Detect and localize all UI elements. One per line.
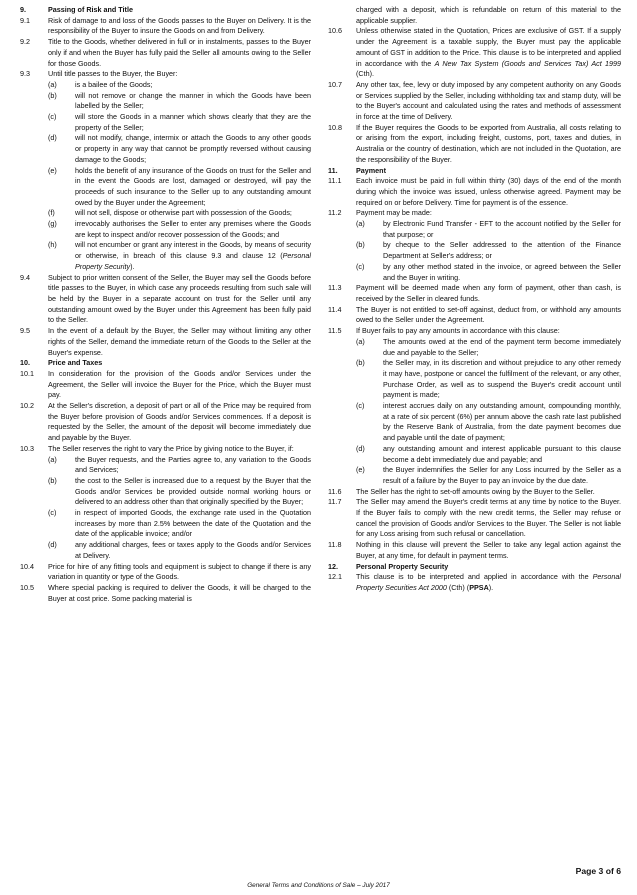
clause-text-part: The Seller reserves the right to vary the Price by giving notice to the Buyer, if:	[48, 443, 294, 453]
clause-content	[48, 16, 311, 37]
clause-text-part: Unless otherwise stated in the Quotation, Prices are exclusive of GST. If a supply under the Agreement is a taxable supply, the Buyer must pay the applicable amount of GST in addition to the Price. This clause is to be interpreted and applied in accordance with the	[356, 26, 621, 68]
clause-number: 11.8	[328, 540, 342, 550]
clause	[20, 562, 311, 583]
sub-clause-label: (b)	[48, 475, 57, 485]
clause-text	[48, 16, 311, 37]
sub-clause-text-part: by Electronic Fund Transfer - EFT to the account notified by the Seller for that purpose; or	[383, 219, 621, 239]
clause	[20, 369, 311, 401]
clause-italic-text: Personal Property Securities Act 2000	[356, 572, 621, 592]
sub-clause-label: (a)	[48, 79, 57, 89]
sub-clause	[356, 240, 621, 261]
sub-clause-text-part: the Buyer requests, and the Parties agree to, any variation to the Goods and Services;	[75, 454, 311, 475]
clause-number: 10.6	[328, 26, 342, 36]
sub-clause	[48, 91, 311, 112]
clause-content	[356, 5, 621, 26]
footer-title: General Terms and Conditions of Sale – July 2017	[247, 882, 390, 889]
clause-text-part: Subject to prior written consent of the Seller, the Buyer may sell the Goods before title passes to the Buyer, in which case any proceeds resulting from such sale will be held by the Buyer in a separate account on trust for the Seller until any outstanding amount owed by the Buyer under this Agreement has been fully paid to the Seller.	[48, 272, 311, 325]
clause	[328, 497, 621, 540]
section-number: 12.	[328, 561, 338, 571]
clause-content	[48, 326, 311, 358]
clause-number: 11.4	[328, 304, 342, 314]
sub-clause-text-part: is a bailee of the Goods;	[75, 79, 153, 89]
sub-clause-text-part: the Seller may, in its discretion and without prejudice to any other remedy it may have, postpone or cancel the fulfilment of the relevant, or any other, Purchase Order, as well as to suspend the Buyer's credit account until payment is made;	[383, 358, 621, 400]
clause	[328, 305, 621, 326]
sub-clause	[356, 401, 621, 444]
clause-number: 11.1	[328, 176, 342, 186]
clause-text-part: Where special packing is required to deliver the Goods, it will be charged to the Buyer at cost price. Some packing material is	[48, 582, 311, 603]
clause-number: 11.2	[328, 208, 342, 218]
clause-number: 9.4	[20, 272, 30, 282]
clause-content	[48, 583, 311, 604]
sub-clause-text	[75, 219, 311, 240]
sub-clause-text-part: ).	[130, 261, 135, 271]
sub-clause-text	[75, 80, 311, 91]
clause-text	[48, 69, 311, 80]
sub-clause-text	[75, 508, 311, 540]
clause-content	[356, 305, 621, 326]
clause-text-part: Any other tax, fee, levy or duty imposed by any competent authority on any Goods or Services supplied by the Seller, including withholding tax and stamp duty, will be to the Buyer's account and calculated using the rates and methods of assessment in force at the time of Delivery.	[356, 79, 621, 122]
clause-text-part: (Cth) (	[446, 582, 470, 592]
sub-clause	[48, 80, 311, 91]
clause-text	[356, 123, 621, 166]
section-number: 10.	[20, 358, 30, 368]
sub-clause-text	[75, 166, 311, 209]
sub-clause-text-part: will not modify, change, intermix or attach the Goods to any other goods or property in any way that cannot be promptly reversed without causing damage to the Goods;	[75, 133, 311, 164]
clause-number: 10.3	[20, 443, 34, 453]
clause-content	[48, 562, 311, 583]
clause	[328, 26, 621, 80]
sub-clause	[48, 455, 311, 476]
clause-content	[48, 401, 311, 444]
sub-clause-text-part: the cost to the Seller is increased due to a request by the Buyer that the Goods and/or Services be provided outside normal working hours or delivered to an address other than that originally specified by the Buyer;	[75, 475, 311, 507]
clause-text-part: Payment will be deemed made when any form of payment, other than cash, is received by the Seller in cleared funds.	[356, 283, 621, 303]
page-number: Page 3 of 6	[575, 866, 621, 876]
sub-clause-text-part: will not remove or change the manner in which the Goods have been labelled by the Seller;	[75, 90, 311, 111]
clause-text	[356, 26, 621, 80]
sub-clause-text-part: by any other method stated in the invoice, or agreed between the Seller and the Buyer in writing.	[383, 261, 621, 282]
clause-text	[356, 80, 621, 123]
sub-clause-text	[383, 465, 621, 486]
clause-text	[356, 540, 621, 561]
clause-text-part: Until title passes to the Buyer, the Buyer:	[48, 69, 178, 79]
sub-clause-text-part: will not sell, dispose or otherwise part with possession of the Goods;	[75, 208, 292, 218]
sub-clause	[356, 262, 621, 283]
clause-content	[48, 37, 311, 69]
clause	[328, 123, 621, 166]
section-title: Payment	[356, 165, 386, 175]
sub-clause	[356, 337, 621, 358]
clause-text-part: If the Buyer requires the Goods to be exported from Australia, all costs relating to or arising from the export, including freight, customs, port, taxes and duties, in Australia or the country of destination, which are not included in the Quotation, are the responsibility of the Buyer.	[356, 122, 621, 164]
sub-clause	[356, 444, 621, 465]
clause	[328, 326, 621, 487]
clause	[20, 326, 311, 358]
clause-content	[356, 540, 621, 561]
sub-clause-text	[75, 91, 311, 112]
clause-text-part: Title to the Goods, whether delivered in full or in instalments, passes to the Buyer only if and when the Buyer has fully paid the Seller all amounts owing to the Seller for those Goods.	[48, 37, 311, 68]
sub-clause-text	[75, 540, 311, 561]
sub-clause	[48, 240, 311, 272]
clause-number: 12.1	[328, 572, 342, 582]
clause-content	[356, 208, 621, 283]
sub-clause-label: (b)	[48, 90, 57, 100]
clause	[328, 176, 621, 208]
clause	[328, 487, 621, 498]
clause-text	[356, 305, 621, 326]
sub-clause-label: (f)	[48, 208, 55, 218]
clause-text-part: If Buyer fails to pay any amounts in accordance with this clause:	[356, 326, 560, 336]
clause-text	[356, 5, 621, 26]
clause-text	[48, 583, 311, 604]
clause	[20, 273, 311, 327]
sub-clause-text	[383, 358, 621, 401]
clause-content	[356, 497, 621, 540]
sub-clause-text	[383, 262, 621, 283]
sub-clause-text-part: The amounts owed at the end of the payment term become immediately due and payable to the Seller;	[383, 336, 621, 357]
sub-clause-label: (b)	[356, 240, 365, 250]
sub-clause-text	[75, 133, 311, 165]
sub-clause-text	[75, 240, 311, 272]
clause-number: 10.1	[20, 368, 34, 378]
clause	[328, 540, 621, 561]
clause-content	[356, 80, 621, 123]
section-heading	[20, 358, 311, 369]
clause-text-part: charged with a deposit, which is refundable on return of this material to the applicable supplier.	[356, 5, 621, 25]
sub-clause-label: (a)	[48, 454, 57, 464]
sub-clause	[48, 208, 311, 219]
sub-clause-label: (c)	[48, 508, 57, 518]
clause-text	[356, 487, 621, 498]
sub-clause-text	[383, 401, 621, 444]
sub-clause	[48, 133, 311, 165]
clause	[20, 444, 311, 562]
clause-content	[356, 487, 621, 498]
sub-clause	[48, 112, 311, 133]
sub-clause-text	[383, 240, 621, 261]
section-title: Passing of Risk and Title	[48, 5, 133, 14]
sub-clause-text	[75, 208, 311, 219]
clause-text-part: (Cth).	[356, 69, 374, 79]
clause	[328, 572, 621, 593]
clause	[20, 583, 311, 604]
clause-text-part: The Seller has the right to set-off amounts owing by the Buyer to the Seller.	[356, 486, 595, 496]
sub-clause	[48, 476, 311, 508]
sub-clause-label: (d)	[48, 540, 57, 550]
sub-clause-text-part: by cheque to the Seller addressed to the attention of the Finance Department at Seller's address; or	[383, 240, 621, 261]
sub-clause-text	[383, 219, 621, 240]
clause-number: 11.3	[328, 283, 342, 293]
clause-number: 10.8	[328, 122, 342, 132]
clause-number: 10.5	[20, 582, 34, 592]
sub-clause-text	[75, 112, 311, 133]
clause-number: 9.5	[20, 326, 30, 336]
clause-content	[48, 444, 311, 562]
clause-text	[356, 208, 621, 219]
section-title: Personal Property Security	[356, 561, 449, 571]
clause-text	[356, 497, 621, 540]
left-column	[20, 5, 311, 604]
sub-clause-label: (a)	[356, 336, 365, 346]
section-heading	[328, 166, 621, 177]
clause-content	[356, 166, 621, 177]
clause-number: 10.4	[20, 561, 34, 571]
clause-number: 11.7	[328, 497, 342, 507]
sub-clause-label: (g)	[48, 219, 57, 229]
clause	[328, 283, 621, 304]
sub-clause-text-part: will not encumber or grant any interest in the Goods, by means of security or otherwise, in breach of this clause 9.3 and clause 12 (	[75, 240, 311, 261]
clause-text-part: This clause is to be interpreted and applied in accordance with the	[356, 572, 593, 582]
clause-text	[48, 273, 311, 327]
clause-text-part: ).	[488, 582, 494, 592]
clause-content	[356, 176, 621, 208]
sub-clause-text-part: will store the Goods in a manner which shows clearly that they are the property of the Seller;	[75, 112, 311, 132]
section-number: 9.	[20, 5, 26, 14]
clause	[328, 5, 621, 26]
clause-text	[48, 369, 311, 401]
clause-text-part: In the event of a default by the Buyer, the Seller may without limiting any other rights of the Seller, demand the immediate return of the Goods to the Seller at the Buyer's expense.	[48, 326, 311, 357]
clause-text	[48, 444, 311, 455]
sub-clause-text-part: irrevocably authorises the Seller to enter any premises where the Goods are kept to inspect and/or recover possession of the Goods; and	[75, 219, 311, 239]
sub-clause-text-part: in respect of imported Goods, the exchange rate used in the Quotation increases by more than 2.5% between the date of the Quotation and the date of the applicable invoice; and/or	[75, 508, 311, 539]
sub-clause	[48, 508, 311, 540]
clause	[20, 69, 311, 272]
sub-clause-label: (d)	[356, 443, 365, 453]
section-title: Price and Taxes	[48, 358, 103, 368]
sub-clause-text	[383, 337, 621, 358]
clause-number: 9.2	[20, 37, 30, 47]
clause-number: 11.5	[328, 326, 342, 336]
clause-text-part: In consideration for the provision of the Goods and/or Services under the Agreement, the Seller will invoice the Buyer for the Price, which the Buyer must pay.	[48, 368, 311, 400]
clause-number: 11.6	[328, 486, 342, 496]
clause-italic-text: A New Tax System (Goods and Services Tax) Act 1999	[434, 58, 622, 68]
clause-text-part: Each invoice must be paid in full within thirty (30) days of the end of the month during which the invoice was issued, unless otherwise agreed. Payment may be required on or before Delivery. Time for payment is of the essence.	[356, 176, 621, 207]
clause-text	[48, 401, 311, 444]
sub-clause-label: (c)	[48, 112, 57, 122]
sub-clause-text	[383, 444, 621, 465]
clause-content	[356, 26, 621, 80]
clause-content	[48, 69, 311, 272]
section-number: 11.	[328, 165, 338, 175]
clause-number: 9.3	[20, 69, 30, 79]
clause-text	[356, 326, 621, 337]
clause	[20, 37, 311, 69]
sub-clause	[48, 540, 311, 561]
section-heading	[20, 5, 311, 16]
sub-clause-label: (e)	[48, 165, 57, 175]
clause-content	[356, 123, 621, 166]
sub-clause-italic-text: Personal Property Security	[75, 251, 311, 271]
clause-content	[48, 273, 311, 327]
clause	[328, 80, 621, 123]
sub-clause-text	[75, 455, 311, 476]
clause	[328, 208, 621, 283]
clause	[20, 16, 311, 37]
clause-content	[356, 326, 621, 487]
sub-clause-text-part: interest accrues daily on any outstanding amount, compounding monthly, at a rate of six percent (6%) per annum above the cash rate last published by the Reserve Bank of Australia, from the date payment becomes due and payable until the date of payment;	[383, 401, 621, 443]
clause-text	[356, 176, 621, 208]
clause-text-part: At the Seller's discretion, a deposit of part or all of the Price may be required from the Buyer before provision of Goods and/or Services commences. If a deposit is requested by the Seller, the amount of the deposit will become immediately due and payable by the Buyer.	[48, 401, 311, 443]
clause-text-part: The Buyer is not entitled to set-off against, deduct from, or withhold any amounts owed to the Seller under the Agreement.	[356, 304, 621, 325]
sub-clause-label: (c)	[356, 261, 365, 271]
clause-number: 10.7	[328, 79, 342, 89]
clause-content	[48, 5, 311, 16]
clause-text-part: Payment may be made:	[356, 208, 432, 218]
clause-text-part: Risk of damage to and loss of the Goods passes to the Buyer on Delivery. It is the responsibility of the Buyer to insure the Goods on and from Delivery.	[48, 15, 311, 36]
sub-clause-label: (d)	[48, 133, 57, 143]
clause-text	[48, 562, 311, 583]
sub-clause	[356, 219, 621, 240]
clause-text	[48, 326, 311, 358]
clause-text-part: Price for hire of any fitting tools and equipment is subject to change if there is any variation in quantity or type of the Goods.	[48, 561, 311, 582]
clause-bold-text: PPSA	[469, 582, 489, 592]
clause-text	[48, 37, 311, 69]
sub-clause	[48, 166, 311, 209]
sub-clause-text	[75, 476, 311, 508]
sub-clause-label: (a)	[356, 219, 365, 229]
sub-clause-text-part: the Buyer indemnifies the Seller for any Loss incurred by the Seller as a result of a failure by the Buyer to pay an invoice by the due date.	[383, 465, 621, 485]
sub-clause-label: (c)	[356, 401, 365, 411]
clause-number: 9.1	[20, 15, 30, 25]
sub-clause-text-part: holds the benefit of any insurance of the Goods on trust for the Seller and in the event the Goods are lost, damaged or destroyed, will pay the proceeds of such insurance to the Seller up to any outstanding amount owed by the Buyer under the Agreement;	[75, 165, 311, 207]
sub-clause-text-part: any outstanding amount and interest applicable pursuant to this clause become a debt immediately due and payable; and	[383, 443, 621, 464]
right-column	[328, 5, 621, 594]
clause-content	[356, 562, 621, 573]
sub-clause	[48, 219, 311, 240]
clause-text-part: Nothing in this clause will prevent the Seller to take any legal action against the Buyer, at any time, for default in payment terms.	[356, 540, 621, 560]
sub-clause	[356, 465, 621, 486]
clause-number: 10.2	[20, 401, 34, 411]
section-heading	[328, 562, 621, 573]
clause-content	[48, 358, 311, 369]
clause	[20, 401, 311, 444]
clause-content	[356, 572, 621, 593]
clause-content	[48, 369, 311, 401]
sub-clause	[356, 358, 621, 401]
sub-clause-text-part: any additional charges, fees or taxes apply to the Goods and/or Services at Delivery.	[75, 540, 311, 560]
clause-text	[356, 572, 621, 593]
sub-clause-label: (e)	[356, 465, 365, 475]
clause-content	[356, 283, 621, 304]
clause-text-part: The Seller may amend the Buyer's credit terms at any time by notice to the Buyer. If the Buyer fails to comply with the new credit terms, the Seller may refuse or cancel the provision of Goods and/or Services to the Buyer. The Seller is not liable for any Loss arising from such refusal or cancellation.	[356, 497, 621, 539]
clause-text	[356, 283, 621, 304]
sub-clause-label: (b)	[356, 358, 365, 368]
sub-clause-label: (h)	[48, 240, 57, 250]
